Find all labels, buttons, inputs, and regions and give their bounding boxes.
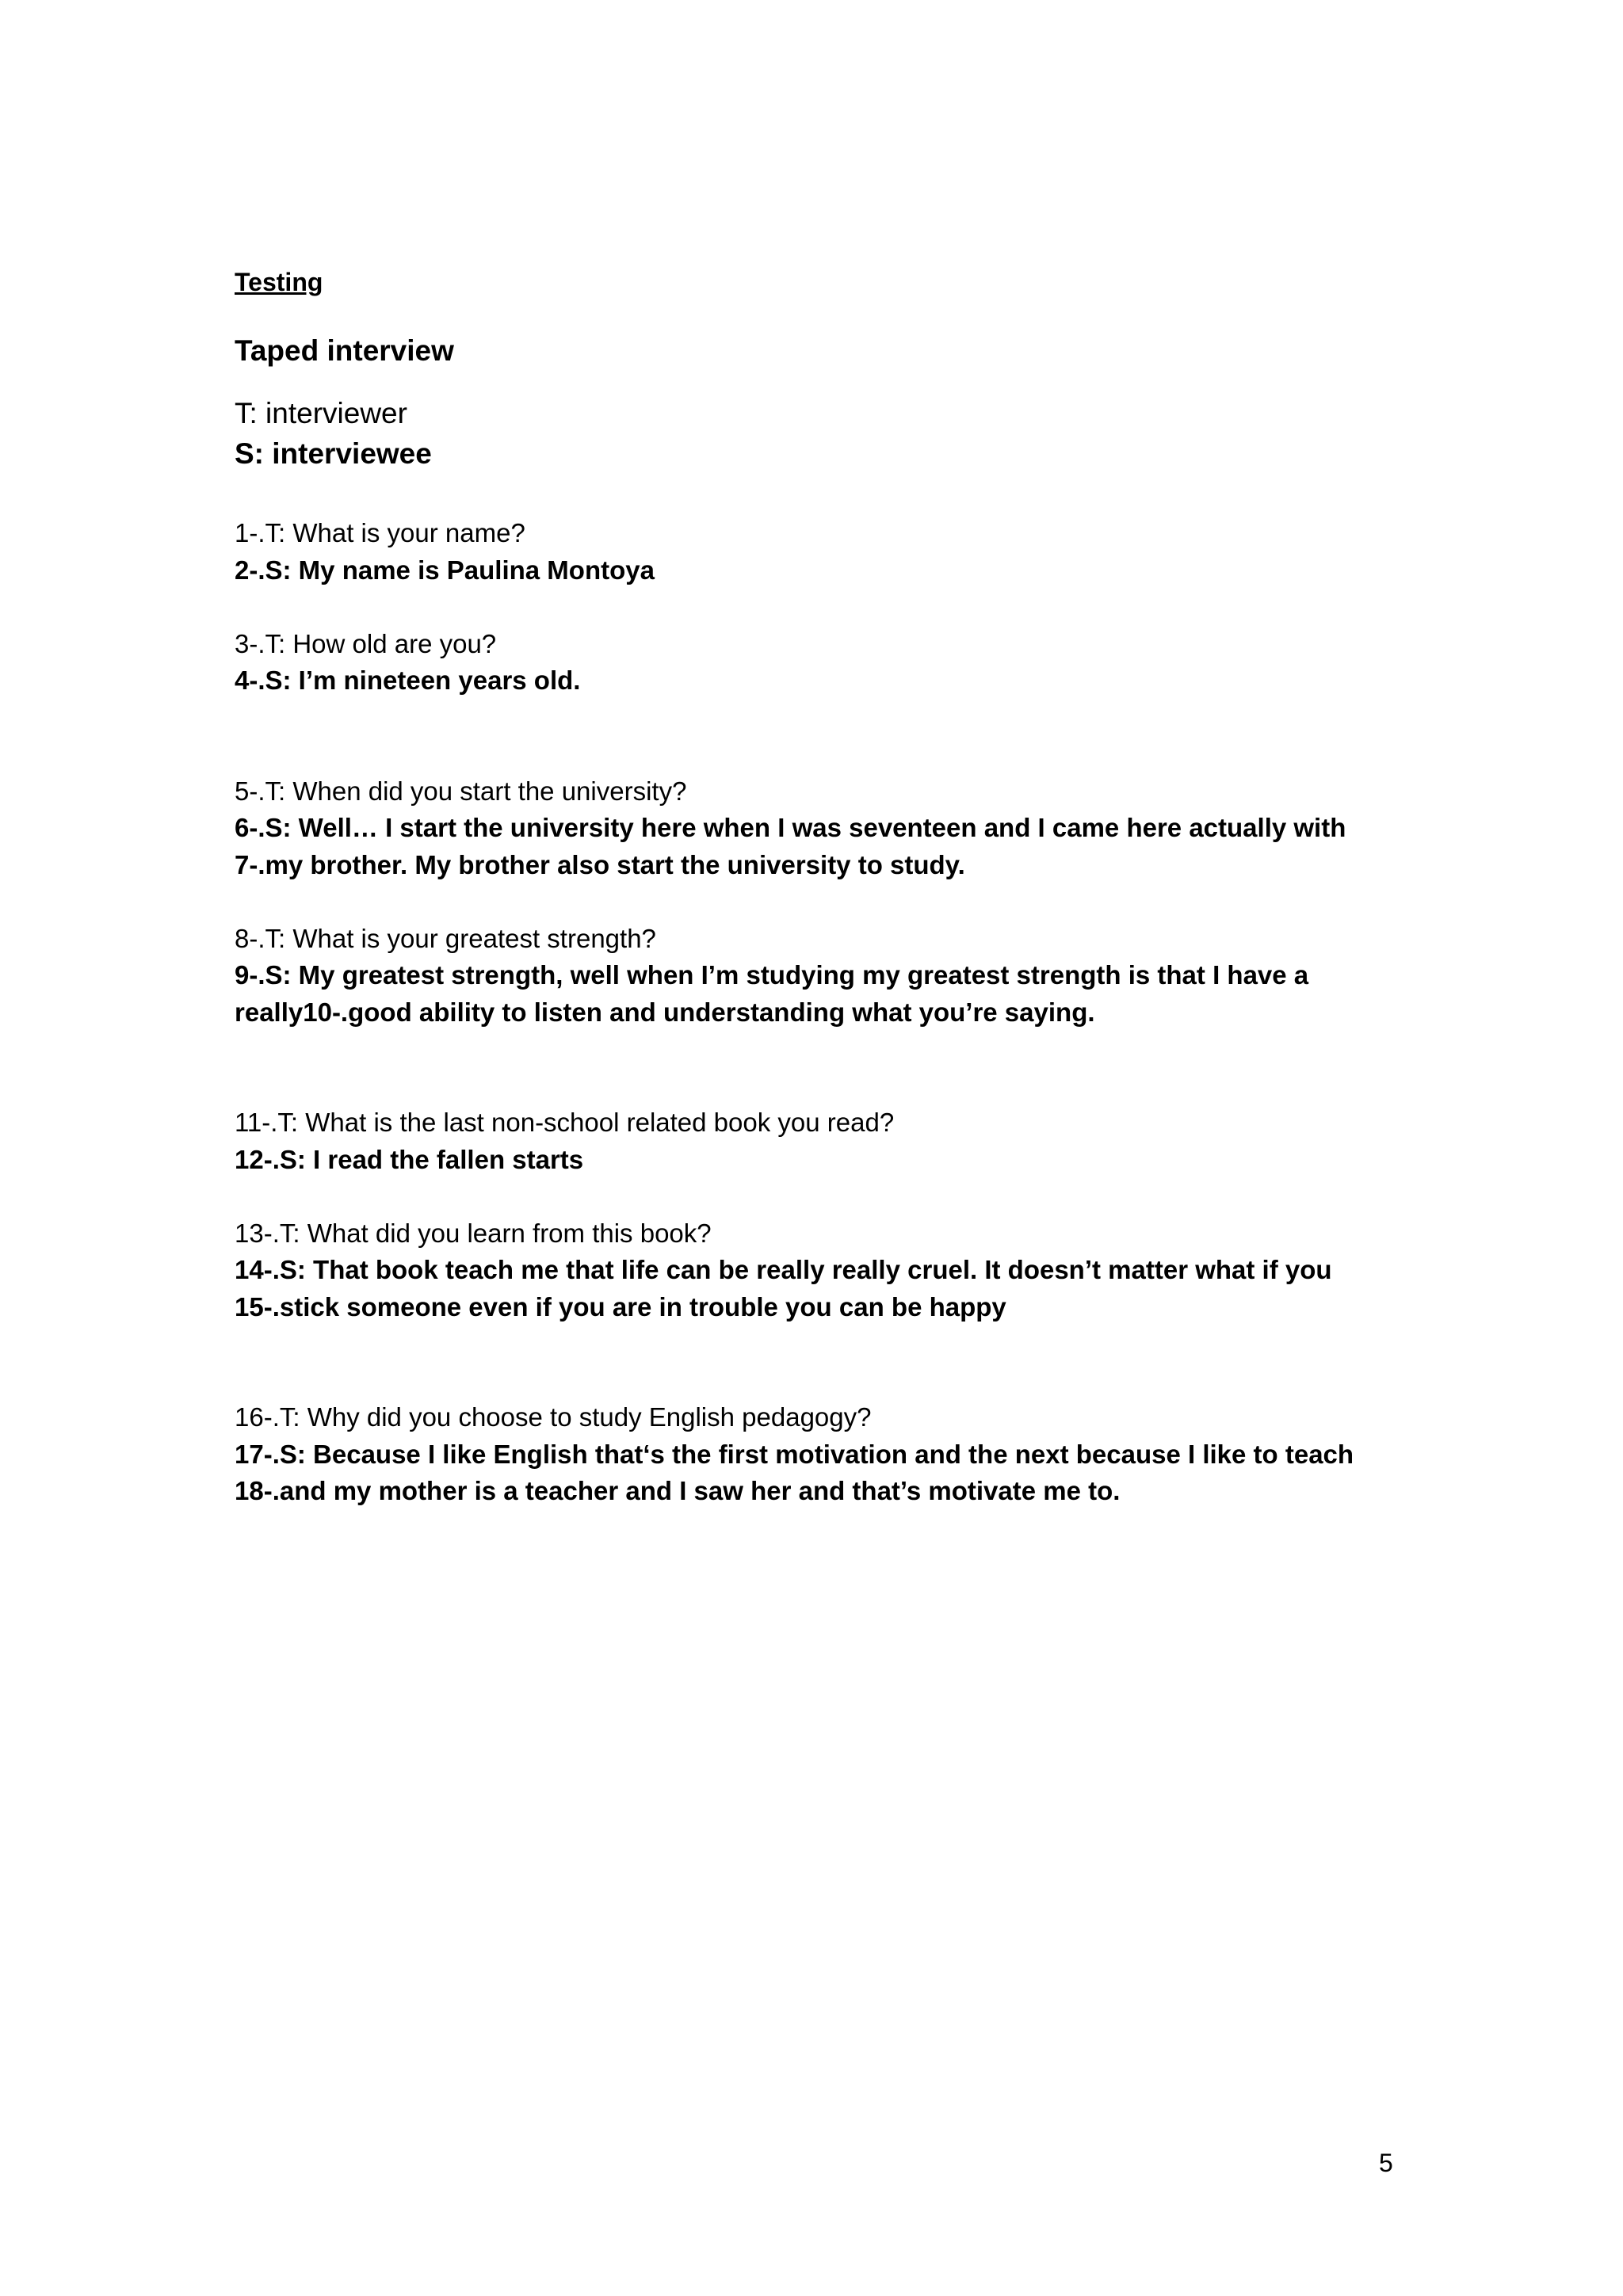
interview-transcript (235, 515, 1392, 1510)
interviewee-line: 12-.S: I read the fallen starts (235, 1144, 584, 1174)
speaker-legend (235, 393, 1392, 474)
page-number: 5 (1379, 2149, 1393, 2177)
paragraph-spacer (235, 1178, 1392, 1215)
section-heading: Testing (235, 268, 323, 296)
interviewer-line: 1-.T: What is your name? (235, 518, 525, 547)
interviewee-line: 7-.my brother. My brother also start the university to study. (235, 849, 965, 879)
paragraph-spacer (235, 589, 1392, 626)
interviewee-line: 9-.S: My greatest strength, well when I’m studying my greatest strength is that I have a (235, 960, 1309, 990)
paragraph-spacer (235, 700, 1392, 773)
interviewee-line: 4-.S: I’m nineteen years old. (235, 666, 581, 695)
legend-interviewee: S: interviewee (235, 437, 432, 470)
interviewer-line: 8-.T: What is your greatest strength? (235, 923, 656, 953)
interviewee-line: 15-.stick someone even if you are in trouble you can be happy (235, 1291, 1006, 1322)
interviewee-line: 17-.S: Because I like English that‘s the first motivation and the next because I like to teach (235, 1439, 1354, 1469)
document-title: Taped interview (235, 334, 454, 367)
paragraph-spacer (235, 1031, 1392, 1104)
interviewer-line: 11-.T: What is the last non-school related book you read? (235, 1108, 895, 1137)
paragraph-spacer (235, 883, 1392, 921)
legend-interviewer: T: interviewer (235, 397, 407, 429)
interviewee-line: 14-.S: That book teach me that life can be really really cruel. It doesn’t matter what if you (235, 1255, 1332, 1284)
interviewee-line: 18-.and my mother is a teacher and I saw her and that’s motivate me to. (235, 1476, 1121, 1505)
page-content (235, 266, 1392, 1510)
paragraph-spacer (235, 1325, 1392, 1399)
interviewee-line: really10-.good ability to listen and understanding what you’re saying. (235, 997, 1095, 1027)
interviewer-line: 5-.T: When did you start the university? (235, 776, 687, 806)
interviewee-line: 6-.S: Well… I start the university here when I was seventeen and I came here actually with (235, 813, 1346, 842)
interviewer-line: 13-.T: What did you learn from this book? (235, 1218, 712, 1248)
interviewee-line: 2-.S: My name is Paulina Montoya (235, 555, 655, 585)
interviewer-line: 3-.T: How old are you? (235, 628, 497, 658)
interviewer-line: 16-.T: Why did you choose to study English pedagogy? (235, 1402, 872, 1432)
